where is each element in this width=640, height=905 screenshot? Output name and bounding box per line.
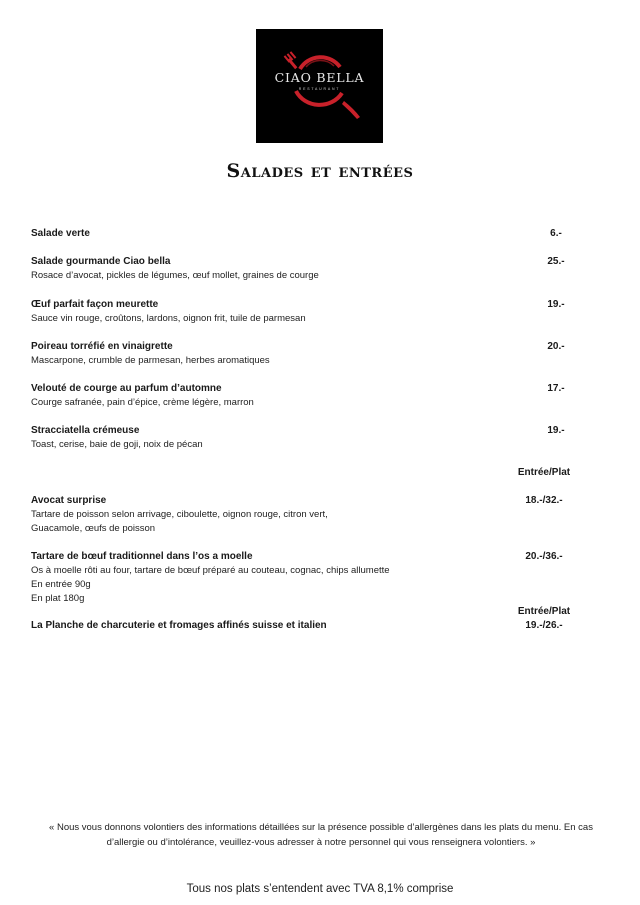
menu-item-description: Mascarpone, crumble de parmesan, herbes aromatiques <box>31 355 270 366</box>
menu-item-price: 20.- <box>547 341 565 352</box>
page-title: Salades et entrées <box>226 160 414 182</box>
menu-item-name: Tartare de bœuf traditionnel dans l’os a moelle <box>31 551 253 562</box>
menu-item-price: 20.-/36.- <box>525 551 563 562</box>
menu-item-description: Rosace d’avocat, pickles de légumes, œuf mollet, graines de courge <box>31 270 319 281</box>
menu-item-price: 6.- <box>550 228 562 239</box>
menu-item-description: En plat 180g <box>31 593 85 604</box>
menu-item-description: Os à moelle rôti au four, tartare de bœuf préparé au couteau, cognac, chips allumette <box>31 565 390 576</box>
menu-item-description: Courge safranée, pain d’épice, crème légère, marron <box>31 397 254 408</box>
menu-item-price: 25.- <box>547 256 565 267</box>
menu-item-description: Toast, cerise, baie de goji, noix de pécan <box>31 439 203 450</box>
menu-item-name: Stracciatella crémeuse <box>31 425 140 436</box>
vat-note: Tous nos plats s’entendent avec TVA 8,1% comprise <box>186 883 454 895</box>
menu-item-name: Avocat surprise <box>31 495 107 506</box>
price-column-header: Entrée/Plat <box>517 467 571 478</box>
menu-item-price: 19.-/26.- <box>525 620 563 631</box>
logo-name: CIAO BELLA <box>274 70 365 85</box>
menu-item-price: 19.- <box>547 299 565 310</box>
menu-item-name: Salade gourmande Ciao bella <box>31 256 171 267</box>
menu-item-price: 17.- <box>547 383 565 394</box>
menu-item-name: Œuf parfait façon meurette <box>31 299 159 310</box>
logo <box>256 29 383 143</box>
menu-item-name: Poireau torréfié en vinaigrette <box>31 341 173 352</box>
menu-item-name: Velouté de courge au parfum d’automne <box>31 383 222 394</box>
allergen-note: « Nous vous donnons volontiers des informations détaillées sur la présence possible d’allergènes dans les plats du menu. En cas d’allergie ou d’intolérance, veuillez-vous adresser à notre personnel qui vous renseignera volontiers. » <box>49 822 593 848</box>
plate-fork-knife-icon <box>256 29 383 143</box>
menu-item-price: 19.- <box>547 425 565 436</box>
menu-item-name: La Planche de charcuterie et fromages affinés suisse et italien <box>31 620 327 631</box>
menu-item-description: En entrée 90g <box>31 579 91 590</box>
menu-item-description: Guacamole, œufs de poisson <box>31 523 156 534</box>
price-column-header: Entrée/Plat <box>517 606 571 617</box>
menu-item-description: Tartare de poisson selon arrivage, ciboulette, oignon rouge, citron vert, <box>31 509 328 520</box>
menu-item-name: Salade verte <box>31 228 90 239</box>
menu-item-price: 18.-/32.- <box>525 495 563 506</box>
menu-item-description: Sauce vin rouge, croûtons, lardons, oignon frit, tuile de parmesan <box>31 313 306 324</box>
logo-subtitle: RESTAURANT <box>298 87 341 91</box>
